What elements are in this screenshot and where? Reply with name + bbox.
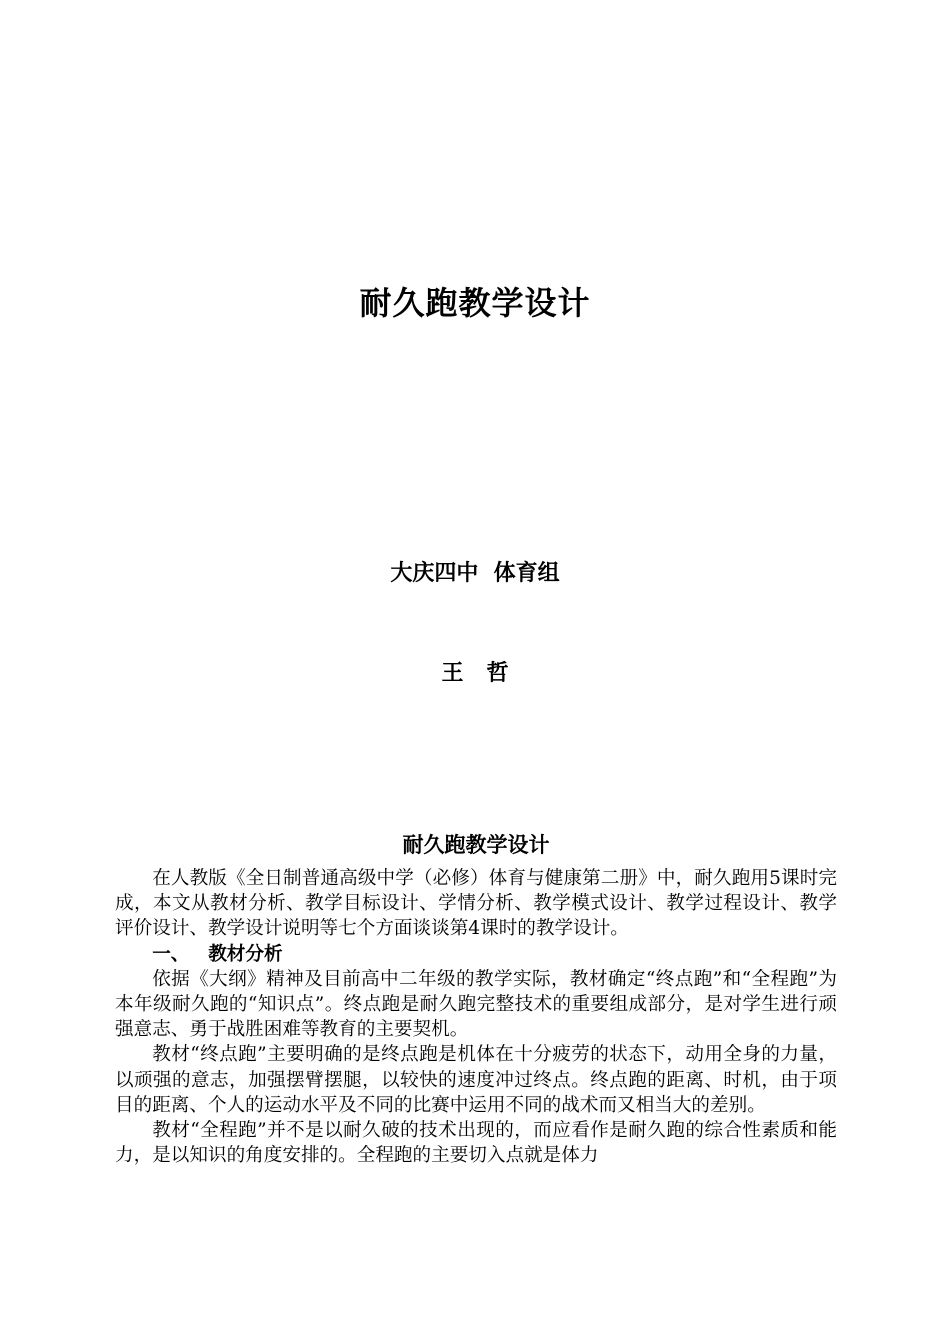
body-title: 耐久跑教学设计 bbox=[402, 832, 550, 857]
cover-title: 耐久跑教学设计 bbox=[359, 284, 591, 322]
document-body bbox=[115, 830, 837, 1168]
intro-paragraph: 在人教版《全日制普通高级中学（必修）体育与健康第二册》中，耐久跑用5课时完成，本文从教材分析、教学目标设计、学情分析、教学模式设计、教学过程设计、教学评价设计、教学设计说明等七个方面谈谈第4课时的教学设计。 bbox=[115, 868, 837, 940]
section-number: 一、 bbox=[152, 943, 190, 965]
body-paragraph: 教材“全程跑”并不是以耐久破的技术出现的，而应看作是耐久跑的综合性素质和能力，是以知识的角度安排的。全程跑的主要切入点就是体力 bbox=[115, 1120, 837, 1167]
section-heading bbox=[115, 942, 837, 967]
body-paragraph: 教材“终点跑”主要明确的是终点跑是机体在十分疲劳的状态下，动用全身的力量，以顽强的意志，加强摆臂摆腿，以较快的速度冲过终点。终点跑的距离、时机，由于项目的距离、个人的运动水平及不同的比赛中运用不同的战术而又相当大的差别。 bbox=[115, 1044, 837, 1116]
cover-author: 王 哲 bbox=[441, 660, 509, 686]
section-title: 教材分析 bbox=[208, 943, 283, 965]
body-paragraph: 依据《大纲》精神及目前高中二年级的教学实际，教材确定“终点跑”和“全程跑”为本年级耐久跑的“知识点”。终点跑是耐久跑完整技术的重要组成部分，是对学生进行顽强意志、勇于战胜困难等教育的主要契机。 bbox=[115, 968, 837, 1041]
cover-organization: 大庆四中 体育组 bbox=[390, 560, 560, 586]
